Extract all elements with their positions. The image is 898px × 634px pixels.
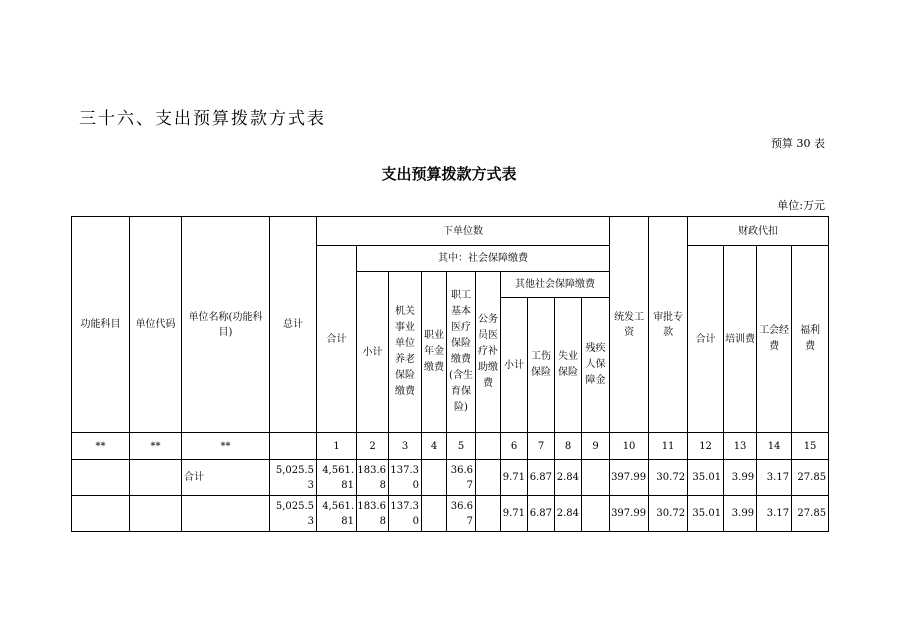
header-annuity: 职业年金缴费 [422,272,447,433]
header-ss-subtotal: 小计 [357,272,389,433]
cell-unit-code [130,460,182,496]
cell-disabled [582,460,610,496]
cell-salary: 397.99 [610,460,649,496]
index-cell: 13 [724,433,757,460]
cell-total: 5,025.53 [270,460,317,496]
index-cell: ** [130,433,182,460]
cell-union: 3.17 [757,460,792,496]
header-approval: 审批专款 [649,217,688,433]
cell-training: 3.99 [724,496,757,532]
header-training: 培训费 [724,246,757,433]
cell-subtotal-all: 4,561.81 [317,460,357,496]
header-other-subtotal: 小计 [501,298,528,433]
index-cell: 9 [582,433,610,460]
header-medical: 职工基本医疗保险缴费(含生育保险) [447,272,476,433]
header-civil-medical: 公务员医疗补助缴费 [476,272,501,433]
header-subtotal-all: 合计 [317,246,357,433]
index-cell: ** [72,433,130,460]
header-other-ss: 其他社会保障缴费 [501,272,610,298]
cell-total: 5,025.53 [270,496,317,532]
header-unit-name: 单位名称(功能科目) [182,217,270,433]
budget-table [71,216,829,532]
index-cell: 2 [357,433,389,460]
cell-unit-code [130,496,182,532]
header-lower-unit: 下单位数 [317,217,610,246]
header-welfare: 福利费 [792,246,829,433]
cell-fd-total: 35.01 [688,460,724,496]
cell-func-subject [72,460,130,496]
cell-other-subtotal: 9.71 [501,460,528,496]
cell-subtotal-all: 4,561.81 [317,496,357,532]
cell-func-subject [72,496,130,532]
cell-unit-name: 合计 [182,460,270,496]
header-injury: 工伤保险 [528,298,555,433]
cell-civil-medical [476,496,501,532]
header-disabled: 残疾人保障金 [582,298,610,433]
index-cell: ** [182,433,270,460]
cell-pension: 137.30 [389,460,422,496]
index-cell: 5 [447,433,476,460]
index-cell: 14 [757,433,792,460]
header-fiscal-deduct: 财政代扣 [688,217,829,246]
cell-civil-medical [476,460,501,496]
cell-other-subtotal: 9.71 [501,496,528,532]
cell-injury: 6.87 [528,496,555,532]
index-cell [476,433,501,460]
index-cell: 4 [422,433,447,460]
header-unit-code: 单位代码 [130,217,182,433]
cell-pension: 137.30 [389,496,422,532]
cell-ss-subtotal: 183.68 [357,496,389,532]
table-number: 预算 30 表 [771,137,825,150]
header-unemployment: 失业保险 [555,298,582,433]
index-cell: 11 [649,433,688,460]
cell-training: 3.99 [724,460,757,496]
cell-injury: 6.87 [528,460,555,496]
header-union: 工会经费 [757,246,792,433]
index-cell: 15 [792,433,829,460]
cell-welfare: 27.85 [792,460,829,496]
header-pension: 机关事业单位养老保险缴费 [389,272,422,433]
index-cell: 10 [610,433,649,460]
header-social-security: 其中：社会保障缴费 [357,246,610,272]
table-row [72,496,829,532]
cell-unemployment: 2.84 [555,460,582,496]
cell-disabled [582,496,610,532]
table-title: 支出预算拨款方式表 [381,165,517,183]
header-fd-total: 合计 [688,246,724,433]
cell-medical: 36.67 [447,496,476,532]
cell-union: 3.17 [757,496,792,532]
index-cell: 7 [528,433,555,460]
cell-welfare: 27.85 [792,496,829,532]
header-salary: 统发工资 [610,217,649,433]
cell-ss-subtotal: 183.68 [357,460,389,496]
index-cell: 1 [317,433,357,460]
index-cell [270,433,317,460]
index-row [72,433,829,460]
cell-unit-name [182,496,270,532]
index-cell: 8 [555,433,582,460]
unit-label: 单位:万元 [777,199,825,212]
header-total: 总计 [270,217,317,433]
cell-approval: 30.72 [649,496,688,532]
cell-annuity [422,460,447,496]
cell-unemployment: 2.84 [555,496,582,532]
index-cell: 3 [389,433,422,460]
table-row [72,460,829,496]
page-heading: 三十六、支出预算拨款方式表 [79,109,326,129]
index-cell: 6 [501,433,528,460]
index-cell: 12 [688,433,724,460]
cell-approval: 30.72 [649,460,688,496]
cell-annuity [422,496,447,532]
cell-fd-total: 35.01 [688,496,724,532]
cell-salary: 397.99 [610,496,649,532]
cell-medical: 36.67 [447,460,476,496]
header-func-subject: 功能科目 [72,217,130,433]
